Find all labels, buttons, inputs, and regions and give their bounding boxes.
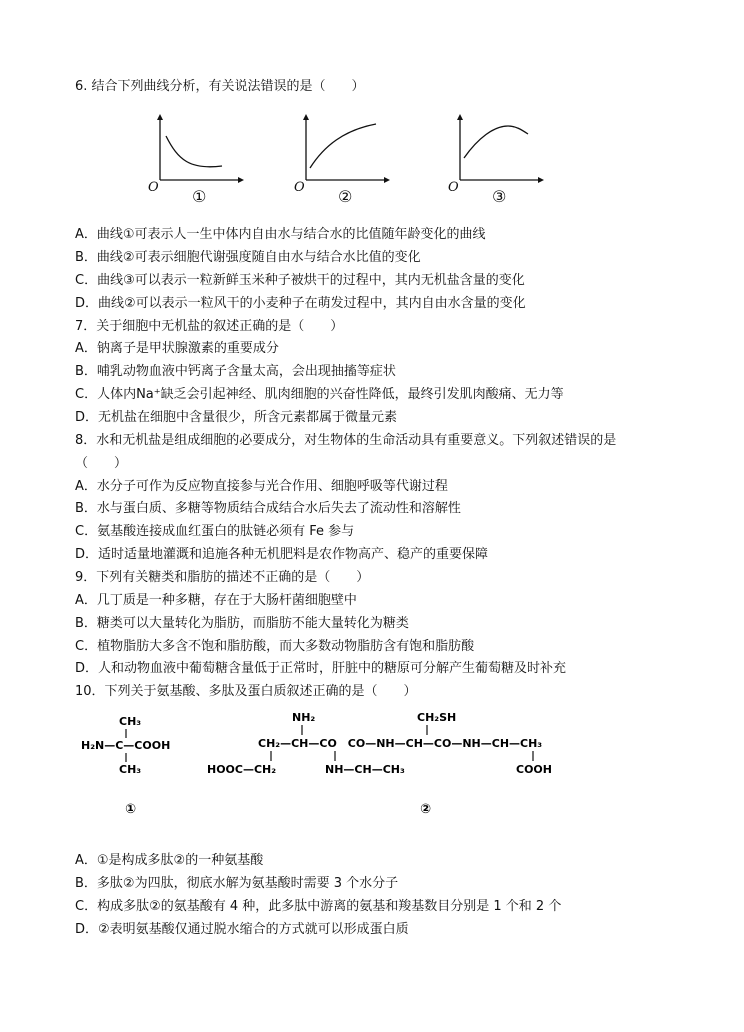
graph-1-origin: O xyxy=(148,180,159,195)
q10-stem: 10．下列关于氨基酸、多肽及蛋白质叙述正确的是（ ） xyxy=(75,684,417,699)
q9-option-c: C．植物脂肪大多含不饱和脂肪酸，而大多数动物脂肪含有饱和脂肪酸 xyxy=(75,639,475,654)
s2-cooh: COOH xyxy=(516,763,552,776)
graph-1-label: ① xyxy=(192,187,207,206)
curve-saturating xyxy=(310,124,376,168)
s1-ch3-bottom: CH₃ xyxy=(119,763,142,776)
q7-option-c: C．人体内Na⁺缺乏会引起神经、肌肉细胞的兴奋性降低，最终引发肌肉酸痛、无力等 xyxy=(75,387,564,402)
graph-2-label: ② xyxy=(338,187,353,206)
q10-option-d: D．②表明氨基酸仅通过脱水缩合的方式就可以形成蛋白质 xyxy=(75,922,409,937)
q8-option-d: D．适时适量地灌溉和追施各种无机肥料是农作物高产、稳产的重要保障 xyxy=(75,547,489,562)
q10-option-a: A．①是构成多肽②的一种氨基酸 xyxy=(75,853,264,868)
q9-option-a: A．几丁质是一种多糖，存在于大肠杆菌细胞壁中 xyxy=(75,593,357,608)
q9-option-d: D．人和动物血液中葡萄糖含量低于正常时，肝脏中的糖原可分解产生葡萄糖及时补充 xyxy=(75,661,567,676)
q7-option-a: A．钠离子是甲状腺激素的重要成分 xyxy=(75,341,279,356)
s2-label: ② xyxy=(420,802,432,817)
graph-3-label: ③ xyxy=(492,187,507,206)
q8-option-c: C．氨基酸连接成血红蛋白的肽链必须有 Fe 参与 xyxy=(75,524,355,539)
q9-option-b: B．糖类可以大量转化为脂肪，而脂肪不能大量转化为糖类 xyxy=(75,616,409,631)
s2-nh-ch: NH—CH—CH₃ xyxy=(325,763,405,776)
s2-main: CH₂—CH—CO CO—NH—CH—CO—NH—CH—CH₃ xyxy=(258,737,543,750)
graph-3 xyxy=(450,110,550,210)
s2-nh2: NH₂ xyxy=(292,711,316,724)
q7-option-b: B．哺乳动物血液中钙离子含量太高，会出现抽搐等症状 xyxy=(75,364,396,379)
q10-option-c: C．构成多肽②的氨基酸有 4 种，此多肽中游离的氨基和羧基数目分别是 1 个和 2 个 xyxy=(75,899,562,914)
s1-ch3-top: CH₃ xyxy=(119,715,142,728)
q6-option-d: D．曲线②可以表示一粒风干的小麦种子在萌发过程中，其内自由水含量的变化 xyxy=(75,296,526,311)
q8-option-a: A．水分子可作为反应物直接参与光合作用、细胞呼吸等代谢过程 xyxy=(75,479,448,494)
s2-ch2sh: CH₂SH xyxy=(417,711,457,724)
graph-3-origin: O xyxy=(448,180,459,195)
s1-label: ① xyxy=(125,802,137,817)
q6-option-b: B．曲线②可表示细胞代谢强度随自由水与结合水比值的变化 xyxy=(75,250,421,265)
q6-stem: 6. 结合下列曲线分析，有关说法错误的是（ ） xyxy=(75,79,365,94)
q6-option-a: A．曲线①可表示人一生中体内自由水与结合水的比值随年龄变化的曲线 xyxy=(75,227,486,242)
q6-option-c: C．曲线③可以表示一粒新鲜玉米种子被烘干的过程中，其内无机盐含量的变化 xyxy=(75,273,525,288)
q9-stem: 9．下列有关糖类和脂肪的描述不正确的是（ ） xyxy=(75,570,370,585)
structure-2 xyxy=(207,711,552,817)
q7-option-d: D．无机盐在细胞中含量很少，所含元素都属于微量元素 xyxy=(75,410,398,425)
graph-1 xyxy=(150,110,250,210)
graph-2 xyxy=(296,110,396,210)
s2-hooc: HOOC—CH₂ xyxy=(207,763,277,776)
s1-main: H₂N—C—COOH xyxy=(81,739,171,752)
structure-1 xyxy=(81,715,170,817)
q10-option-b: B．多肽②为四肽，彻底水解为氨基酸时需要 3 个水分子 xyxy=(75,876,399,891)
curve-decreasing xyxy=(166,136,222,167)
graph-2-origin: O xyxy=(294,180,305,195)
q8-stem: 8．水和无机盐是组成细胞的必要成分，对生物体的生命活动具有重要意义。下列叙述错误的是 xyxy=(75,433,617,448)
q8-stem-cont: （ ） xyxy=(75,456,128,471)
q8-option-b: B．水与蛋白质、多糖等物质结合成结合水后失去了流动性和溶解性 xyxy=(75,501,461,516)
structures-figure xyxy=(75,705,595,825)
curve-rise-fall xyxy=(464,126,528,158)
q7-stem: 7．关于细胞中无机盐的叙述正确的是（ ） xyxy=(75,319,344,334)
